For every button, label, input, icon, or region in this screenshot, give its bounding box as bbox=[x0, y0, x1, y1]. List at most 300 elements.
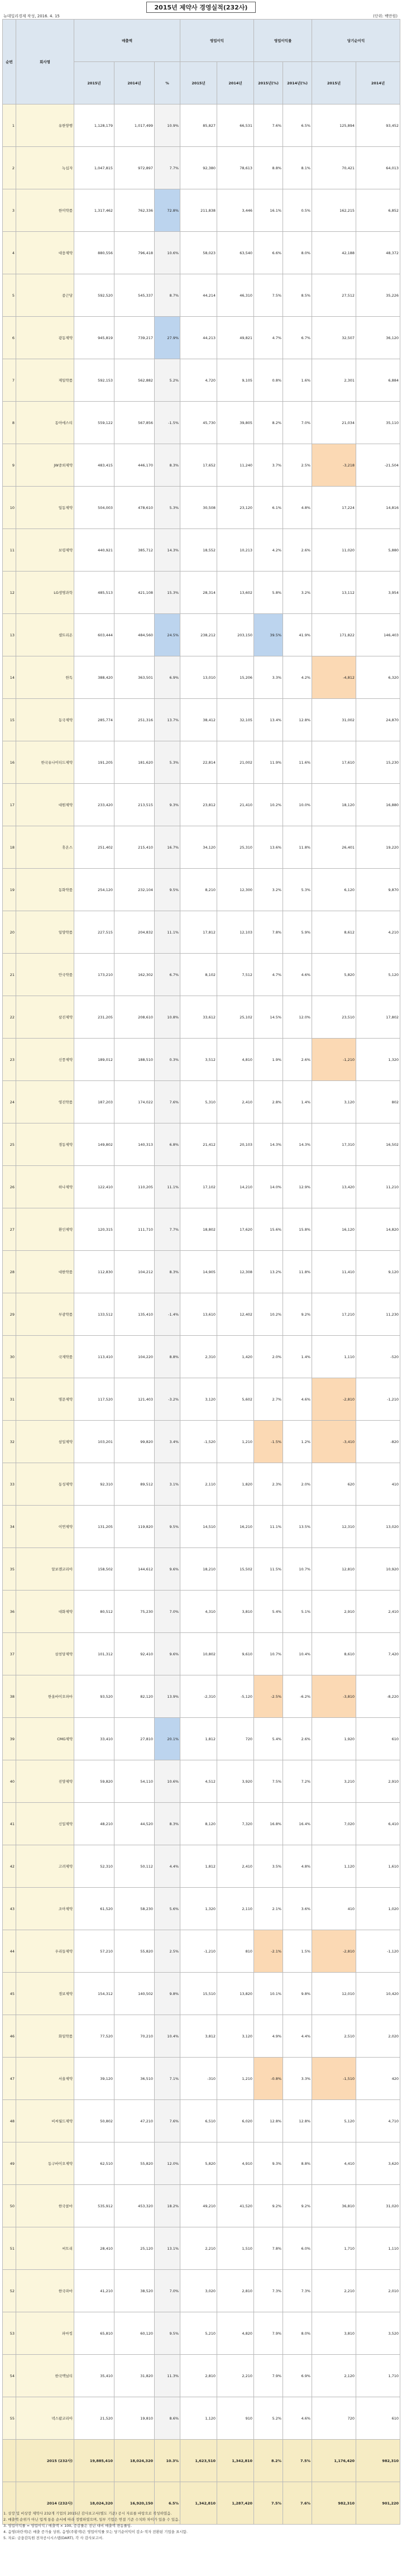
net-income-2014-cell: 901,220 bbox=[356, 2482, 400, 2525]
row-number-cell: 14 bbox=[3, 656, 16, 699]
net-income-2015-cell: 125,894 bbox=[312, 104, 356, 147]
net-income-2014-cell: 5,120 bbox=[356, 954, 400, 996]
operating-margin-2014-cell: 4.8% bbox=[283, 487, 312, 529]
revenue-2014-cell: 82,120 bbox=[114, 1675, 155, 1718]
operating-profit-2014-cell: 203,150 bbox=[217, 614, 254, 656]
net-income-2015-cell: 2,301 bbox=[312, 359, 356, 402]
revenue-growth-cell: 9.6% bbox=[155, 1633, 180, 1675]
operating-margin-2015-cell: 7.5% bbox=[254, 274, 283, 317]
net-income-2015-cell: 11,020 bbox=[312, 529, 356, 572]
net-income-2015-cell: 3,810 bbox=[312, 2312, 356, 2355]
operating-margin-2014-cell: 15.8% bbox=[283, 1208, 312, 1251]
row-number-cell: 44 bbox=[3, 1930, 16, 1973]
header-net-2014: 2014년 bbox=[356, 62, 400, 104]
table-body bbox=[3, 104, 400, 2525]
company-name-cell: 동국제약 bbox=[16, 699, 74, 741]
operating-profit-2014-cell: 1,287,420 bbox=[217, 2482, 254, 2525]
net-income-2015-cell: -1,510 bbox=[312, 2058, 356, 2100]
operating-margin-2015-cell: 7.8% bbox=[254, 911, 283, 954]
net-income-2015-cell: 16,120 bbox=[312, 1208, 356, 1251]
revenue-2015-cell: 388,420 bbox=[74, 656, 114, 699]
revenue-2014-cell: 135,410 bbox=[114, 1293, 155, 1336]
company-name-cell: 대웅제약 bbox=[16, 232, 74, 274]
table-row bbox=[3, 1888, 400, 1930]
revenue-2015-cell: 1,317,462 bbox=[74, 189, 114, 232]
revenue-2014-cell: 104,220 bbox=[114, 1336, 155, 1378]
operating-profit-2015-cell: 28,314 bbox=[180, 572, 217, 614]
operating-profit-2014-cell: 7,320 bbox=[217, 1803, 254, 1845]
company-name-cell: 2014 (232사) bbox=[16, 2482, 74, 2525]
net-income-2015-cell: 6,120 bbox=[312, 869, 356, 911]
revenue-2014-cell: 363,501 bbox=[114, 656, 155, 699]
operating-margin-2014-cell: 2.6% bbox=[283, 1718, 312, 1760]
operating-profit-2015-cell: 23,812 bbox=[180, 784, 217, 826]
operating-margin-2014-cell: 12.8% bbox=[283, 699, 312, 741]
operating-profit-2014-cell: 12,300 bbox=[217, 869, 254, 911]
revenue-2015-cell: 254,120 bbox=[74, 869, 114, 911]
operating-profit-2015-cell: 3,120 bbox=[180, 1378, 217, 1421]
operating-margin-2014-cell: 1.5% bbox=[283, 1930, 312, 1973]
operating-profit-2014-cell: 41,520 bbox=[217, 2185, 254, 2227]
revenue-2015-cell: 233,420 bbox=[74, 784, 114, 826]
revenue-2015-cell: 61,520 bbox=[74, 1888, 114, 1930]
revenue-2015-cell: 880,556 bbox=[74, 232, 114, 274]
row-number-cell: 52 bbox=[3, 2270, 16, 2312]
revenue-2015-cell: 33,410 bbox=[74, 1718, 114, 1760]
operating-profit-2015-cell: 238,212 bbox=[180, 614, 217, 656]
row-number-cell: 15 bbox=[3, 699, 16, 741]
row-number-cell: 27 bbox=[3, 1208, 16, 1251]
operating-profit-2015-cell: 44,213 bbox=[180, 317, 217, 359]
table-row bbox=[3, 614, 400, 656]
operating-profit-2014-cell: 32,105 bbox=[217, 699, 254, 741]
operating-margin-2015-cell: 13.2% bbox=[254, 1251, 283, 1293]
operating-profit-2015-cell: 49,210 bbox=[180, 2185, 217, 2227]
row-number-cell: 47 bbox=[3, 2058, 16, 2100]
operating-profit-2014-cell: 1,510 bbox=[217, 2227, 254, 2270]
operating-margin-2014-cell: 9.2% bbox=[283, 1293, 312, 1336]
row-number-cell: 21 bbox=[3, 954, 16, 996]
operating-profit-2014-cell: 13,602 bbox=[217, 572, 254, 614]
revenue-2014-cell: 111,710 bbox=[114, 1208, 155, 1251]
revenue-growth-cell: 5.2% bbox=[155, 359, 180, 402]
revenue-2014-cell: 99,820 bbox=[114, 1421, 155, 1463]
company-name-cell: 영진약품 bbox=[16, 1081, 74, 1123]
company-name-cell: 이연제약 bbox=[16, 1506, 74, 1548]
operating-profit-2014-cell: 1,820 bbox=[217, 1463, 254, 1506]
company-name-cell: 종근당 bbox=[16, 274, 74, 317]
revenue-growth-cell: 10.9% bbox=[155, 104, 180, 147]
revenue-2014-cell: 251,316 bbox=[114, 699, 155, 741]
row-number-cell: 23 bbox=[3, 1039, 16, 1081]
operating-profit-2014-cell: 15,206 bbox=[217, 656, 254, 699]
operating-profit-2015-cell: 4,720 bbox=[180, 359, 217, 402]
operating-margin-2014-cell: 9.2% bbox=[283, 2185, 312, 2227]
table-row bbox=[3, 1548, 400, 1591]
revenue-2014-cell: 44,520 bbox=[114, 1803, 155, 1845]
company-name-cell: 신풍제약 bbox=[16, 1039, 74, 1081]
table-row bbox=[3, 1591, 400, 1633]
net-income-2014-cell: 14,816 bbox=[356, 487, 400, 529]
operating-profit-2015-cell: 2,310 bbox=[180, 1336, 217, 1378]
net-income-2015-cell: 12,810 bbox=[312, 1548, 356, 1591]
revenue-2015-cell: 945,819 bbox=[74, 317, 114, 359]
company-name-cell: 보령제약 bbox=[16, 529, 74, 572]
net-income-2015-cell: 13,112 bbox=[312, 572, 356, 614]
operating-profit-2014-cell: 4,910 bbox=[217, 2142, 254, 2185]
table-row bbox=[3, 104, 400, 147]
row-number-cell: 39 bbox=[3, 1718, 16, 1760]
revenue-growth-cell: 8.3% bbox=[155, 1803, 180, 1845]
table-row bbox=[3, 1166, 400, 1208]
net-income-2014-cell: 64,013 bbox=[356, 147, 400, 189]
operating-margin-2015-cell: 1.9% bbox=[254, 1039, 283, 1081]
operating-profit-2015-cell: 8,210 bbox=[180, 869, 217, 911]
operating-margin-2015-cell: 3.3% bbox=[254, 656, 283, 699]
company-name-cell: 고려제약 bbox=[16, 1845, 74, 1888]
operating-margin-2014-cell: 4.6% bbox=[283, 1378, 312, 1421]
net-income-2015-cell: 8,612 bbox=[312, 911, 356, 954]
net-income-2014-cell: 4,710 bbox=[356, 2100, 400, 2142]
operating-margin-2015-cell: 10.7% bbox=[254, 1633, 283, 1675]
revenue-2015-cell: 485,513 bbox=[74, 572, 114, 614]
net-income-2014-cell: 14,820 bbox=[356, 1208, 400, 1251]
revenue-2015-cell: 92,310 bbox=[74, 1463, 114, 1506]
table-row bbox=[3, 1208, 400, 1251]
table-row bbox=[3, 1803, 400, 1845]
operating-margin-2015-cell: 6.6% bbox=[254, 232, 283, 274]
operating-profit-2014-cell: 810 bbox=[217, 1930, 254, 1973]
net-income-2014-cell: 35,226 bbox=[356, 274, 400, 317]
header-op-2015: 2015년 bbox=[180, 62, 217, 104]
revenue-2015-cell: 48,210 bbox=[74, 1803, 114, 1845]
operating-profit-2014-cell: 12,308 bbox=[217, 1251, 254, 1293]
operating-margin-2014-cell: 6.5% bbox=[283, 104, 312, 147]
operating-margin-2014-cell: 1.6% bbox=[283, 359, 312, 402]
row-number-cell: 1 bbox=[3, 104, 16, 147]
operating-profit-2015-cell: -310 bbox=[180, 2058, 217, 2100]
operating-profit-2014-cell: 3,920 bbox=[217, 1760, 254, 1803]
table-row bbox=[3, 189, 400, 232]
company-name-cell: 비씨월드제약 bbox=[16, 2100, 74, 2142]
net-income-2014-cell: 420 bbox=[356, 2058, 400, 2100]
row-number-cell: 19 bbox=[3, 869, 16, 911]
operating-margin-2014-cell: 9.8% bbox=[283, 1973, 312, 2015]
header-operating-margin: 영업이익률 bbox=[254, 20, 312, 62]
net-income-2014-cell: 93,452 bbox=[356, 104, 400, 147]
company-name-cell: 녹십자 bbox=[16, 147, 74, 189]
revenue-2014-cell: 421,108 bbox=[114, 572, 155, 614]
operating-margin-2015-cell: 11.9% bbox=[254, 741, 283, 784]
table-row bbox=[3, 1930, 400, 1973]
table-row bbox=[3, 1633, 400, 1675]
table-row bbox=[3, 2397, 400, 2440]
net-income-2015-cell: 7,020 bbox=[312, 1803, 356, 1845]
operating-profit-2015-cell: 2,810 bbox=[180, 2355, 217, 2397]
row-number-cell: 33 bbox=[3, 1463, 16, 1506]
operating-profit-2015-cell: 1,320 bbox=[180, 1888, 217, 1930]
net-income-2014-cell: 36,120 bbox=[356, 317, 400, 359]
revenue-2015-cell: 559,122 bbox=[74, 402, 114, 444]
footnote-line: 3. 영업이익률 = 영업이익 / 매출액 × 100, 증감률은 전년 대비 매출액 변동률임. bbox=[3, 2523, 132, 2528]
operating-profit-2014-cell: 13,820 bbox=[217, 1973, 254, 2015]
table-row bbox=[3, 1293, 400, 1336]
row-number-cell: 20 bbox=[3, 911, 16, 954]
net-income-2014-cell: 3,520 bbox=[356, 2312, 400, 2355]
revenue-2014-cell: 484,560 bbox=[114, 614, 155, 656]
operating-margin-2015-cell: 8.8% bbox=[254, 147, 283, 189]
operating-margin-2014-cell: 11.8% bbox=[283, 826, 312, 869]
operating-profit-2015-cell: 13,010 bbox=[180, 656, 217, 699]
net-income-2015-cell: 1,110 bbox=[312, 1336, 356, 1378]
company-name-cell: 씨트리 bbox=[16, 2227, 74, 2270]
operating-margin-2014-cell: 2.5% bbox=[283, 444, 312, 487]
operating-profit-2015-cell: 10,802 bbox=[180, 1633, 217, 1675]
page-title: 2015년 제약사 경영실적(232사) bbox=[146, 2, 256, 13]
net-income-2015-cell: 620 bbox=[312, 1463, 356, 1506]
unit-label: (단위: 백만원) bbox=[373, 14, 398, 18]
operating-profit-2014-cell: 2,810 bbox=[217, 2270, 254, 2312]
company-name-cell: 파마킹 bbox=[16, 2312, 74, 2355]
table-row bbox=[3, 2227, 400, 2270]
operating-profit-2015-cell: 13,610 bbox=[180, 1293, 217, 1336]
operating-profit-2015-cell: 3,020 bbox=[180, 2270, 217, 2312]
footnote-line: 4. 음영(파란색)은 매출 증가율 상위, 음영(주황색)은 영업이익률 또는 당기순이익이 감소·적자 전환된 기업을 표시함. bbox=[3, 2530, 188, 2534]
row-number-cell: 11 bbox=[3, 529, 16, 572]
revenue-2015-cell: 57,210 bbox=[74, 1930, 114, 1973]
footnotes bbox=[3, 2511, 399, 2541]
operating-margin-2015-cell: 3.7% bbox=[254, 444, 283, 487]
net-income-2014-cell: 2,010 bbox=[356, 2270, 400, 2312]
company-name-cell: 삼진제약 bbox=[16, 996, 74, 1039]
row-number-cell: 13 bbox=[3, 614, 16, 656]
operating-profit-2014-cell: 720 bbox=[217, 1718, 254, 1760]
row-number-cell: 28 bbox=[3, 1251, 16, 1293]
operating-profit-2014-cell: 20,103 bbox=[217, 1123, 254, 1166]
table-row bbox=[3, 1506, 400, 1548]
operating-profit-2014-cell: 1,342,810 bbox=[217, 2440, 254, 2482]
operating-margin-2014-cell: 1.2% bbox=[283, 1421, 312, 1463]
operating-margin-2014-cell: 5.3% bbox=[283, 869, 312, 911]
operating-margin-2014-cell: 8.0% bbox=[283, 2312, 312, 2355]
net-income-2014-cell: 5,880 bbox=[356, 529, 400, 572]
table-row bbox=[3, 572, 400, 614]
operating-profit-2015-cell: 8,102 bbox=[180, 954, 217, 996]
row-number-cell: 50 bbox=[3, 2185, 16, 2227]
row-number-cell: 8 bbox=[3, 402, 16, 444]
operating-margin-2014-cell: 3.3% bbox=[283, 2058, 312, 2100]
revenue-2014-cell: 453,320 bbox=[114, 2185, 155, 2227]
operating-margin-2014-cell: 12.0% bbox=[283, 996, 312, 1039]
net-income-2014-cell: 802 bbox=[356, 1081, 400, 1123]
operating-profit-2015-cell: 15,510 bbox=[180, 1973, 217, 2015]
company-name-cell: 대한약품 bbox=[16, 1251, 74, 1293]
revenue-2014-cell: 31,820 bbox=[114, 2355, 155, 2397]
revenue-growth-cell: 5.3% bbox=[155, 741, 180, 784]
company-name-cell: 화일약품 bbox=[16, 2015, 74, 2058]
net-income-2015-cell: 171,822 bbox=[312, 614, 356, 656]
operating-profit-2014-cell: 2,210 bbox=[217, 2355, 254, 2397]
net-income-2014-cell: 4,210 bbox=[356, 911, 400, 954]
table-row bbox=[3, 784, 400, 826]
revenue-2015-cell: 231,205 bbox=[74, 996, 114, 1039]
net-income-2015-cell: 31,002 bbox=[312, 699, 356, 741]
revenue-2014-cell: 89,512 bbox=[114, 1463, 155, 1506]
company-name-cell: CMG제약 bbox=[16, 1718, 74, 1760]
company-name-cell: 경보제약 bbox=[16, 1973, 74, 2015]
revenue-2015-cell: 59,820 bbox=[74, 1760, 114, 1803]
table-row bbox=[3, 1336, 400, 1378]
table-row bbox=[3, 444, 400, 487]
revenue-growth-cell: 24.5% bbox=[155, 614, 180, 656]
revenue-growth-cell: 72.8% bbox=[155, 189, 180, 232]
row-number-cell: 5 bbox=[3, 274, 16, 317]
revenue-growth-cell: 7.6% bbox=[155, 2100, 180, 2142]
operating-profit-2014-cell: 63,540 bbox=[217, 232, 254, 274]
company-name-cell: 삼일제약 bbox=[16, 1421, 74, 1463]
operating-profit-2014-cell: 23,120 bbox=[217, 487, 254, 529]
operating-margin-2015-cell: -2.1% bbox=[254, 1930, 283, 1973]
operating-margin-2014-cell: 8.8% bbox=[283, 2142, 312, 2185]
header-margin-2014: 2014년(%) bbox=[283, 62, 312, 104]
net-income-2014-cell: 2,410 bbox=[356, 1591, 400, 1633]
operating-margin-2014-cell: 0.5% bbox=[283, 189, 312, 232]
net-income-2015-cell: -2,810 bbox=[312, 1378, 356, 1421]
operating-margin-2015-cell: 10.1% bbox=[254, 1973, 283, 2015]
company-name-cell: 동구바이오제약 bbox=[16, 2142, 74, 2185]
revenue-growth-cell: 4.4% bbox=[155, 1845, 180, 1888]
table-header bbox=[3, 20, 400, 104]
company-name-cell: 대원제약 bbox=[16, 784, 74, 826]
revenue-2014-cell: 38,520 bbox=[114, 2270, 155, 2312]
revenue-growth-cell: 8.6% bbox=[155, 2397, 180, 2440]
revenue-2014-cell: 385,712 bbox=[114, 529, 155, 572]
table-row bbox=[3, 741, 400, 784]
company-name-cell: 조아제약 bbox=[16, 1888, 74, 1930]
net-income-2015-cell: 21,034 bbox=[312, 402, 356, 444]
revenue-2014-cell: 162,302 bbox=[114, 954, 155, 996]
header-company: 회사명 bbox=[16, 20, 74, 104]
operating-profit-2014-cell: 16,210 bbox=[217, 1506, 254, 1548]
operating-profit-2015-cell: 38,412 bbox=[180, 699, 217, 741]
revenue-2014-cell: 174,022 bbox=[114, 1081, 155, 1123]
row-number-cell: 54 bbox=[3, 2355, 16, 2397]
net-income-2015-cell: -3,218 bbox=[312, 444, 356, 487]
operating-margin-2015-cell: 10.2% bbox=[254, 1293, 283, 1336]
net-income-2014-cell: 3,620 bbox=[356, 2142, 400, 2185]
revenue-growth-cell: 5.6% bbox=[155, 1888, 180, 1930]
net-income-2014-cell: -8,220 bbox=[356, 1675, 400, 1718]
revenue-2014-cell: 18,024,320 bbox=[114, 2440, 155, 2482]
operating-profit-2014-cell: 9,105 bbox=[217, 359, 254, 402]
net-income-2015-cell: 1,176,420 bbox=[312, 2440, 356, 2482]
header-no: 순번 bbox=[3, 20, 16, 104]
company-name-cell: 한국콜마 bbox=[16, 2185, 74, 2227]
revenue-growth-cell: 12.0% bbox=[155, 2142, 180, 2185]
net-income-2014-cell: 16,502 bbox=[356, 1123, 400, 1166]
revenue-2015-cell: 122,410 bbox=[74, 1166, 114, 1208]
net-income-2014-cell: 982,310 bbox=[356, 2440, 400, 2482]
header-revenue-growth: % bbox=[155, 62, 180, 104]
operating-margin-2015-cell: 2.0% bbox=[254, 1336, 283, 1378]
net-income-2014-cell: 1,110 bbox=[356, 2227, 400, 2270]
net-income-2014-cell: 10,420 bbox=[356, 1973, 400, 2015]
row-number-cell bbox=[3, 2440, 16, 2482]
operating-profit-2015-cell: 2,110 bbox=[180, 1463, 217, 1506]
revenue-growth-cell: -1.5% bbox=[155, 402, 180, 444]
operating-profit-2014-cell: 4,810 bbox=[217, 1039, 254, 1081]
revenue-2014-cell: 232,104 bbox=[114, 869, 155, 911]
revenue-2014-cell: 188,510 bbox=[114, 1039, 155, 1081]
table-row bbox=[3, 911, 400, 954]
revenue-growth-cell: 10.6% bbox=[155, 1760, 180, 1803]
net-income-2015-cell: 410 bbox=[312, 1888, 356, 1930]
operating-margin-2014-cell: 12.8% bbox=[283, 2100, 312, 2142]
table-row bbox=[3, 2058, 400, 2100]
operating-profit-2014-cell: 11,240 bbox=[217, 444, 254, 487]
net-income-2015-cell: -3,810 bbox=[312, 1675, 356, 1718]
table-row bbox=[3, 402, 400, 444]
operating-margin-2015-cell: 14.3% bbox=[254, 1123, 283, 1166]
revenue-2015-cell: 77,520 bbox=[74, 2015, 114, 2058]
operating-profit-2014-cell: 46,310 bbox=[217, 274, 254, 317]
operating-margin-2015-cell: 5.8% bbox=[254, 572, 283, 614]
row-number-cell: 37 bbox=[3, 1633, 16, 1675]
revenue-growth-cell: 15.3% bbox=[155, 572, 180, 614]
operating-profit-2015-cell: 21,412 bbox=[180, 1123, 217, 1166]
revenue-growth-cell: 8.8% bbox=[155, 1336, 180, 1378]
table-row bbox=[3, 529, 400, 572]
footnote-line: 5. 자료: 금융감독원 전자공시시스템(DART), 각 사 감사보고서. bbox=[3, 2536, 104, 2540]
net-income-2015-cell: 4,410 bbox=[312, 2142, 356, 2185]
operating-profit-2014-cell: 10,213 bbox=[217, 529, 254, 572]
operating-margin-2015-cell: -1.5% bbox=[254, 1421, 283, 1463]
operating-profit-2014-cell: 14,210 bbox=[217, 1166, 254, 1208]
operating-profit-2014-cell: 2,410 bbox=[217, 1845, 254, 1888]
source-line: 뉴데일리경제 작성, 2016. 4. 15 bbox=[3, 14, 60, 18]
operating-profit-2014-cell: 21,002 bbox=[217, 741, 254, 784]
table-row bbox=[3, 1421, 400, 1463]
net-income-2015-cell: 70,421 bbox=[312, 147, 356, 189]
operating-profit-2014-cell: 2,410 bbox=[217, 1081, 254, 1123]
financial-table bbox=[2, 19, 400, 2525]
revenue-2014-cell: 144,612 bbox=[114, 1548, 155, 1591]
revenue-growth-cell: 7.6% bbox=[155, 1081, 180, 1123]
net-income-2015-cell: -3,410 bbox=[312, 1421, 356, 1463]
operating-margin-2014-cell: 10.0% bbox=[283, 784, 312, 826]
operating-profit-2015-cell: 58,023 bbox=[180, 232, 217, 274]
net-income-2014-cell: 24,870 bbox=[356, 699, 400, 741]
footnote-line: 1. 상장 및 비상장 제약사 232개 기업의 2015년 감사보고서(별도 기준) 공시 자료를 바탕으로 작성하였음. bbox=[3, 2511, 172, 2516]
company-name-cell: 동아에스티 bbox=[16, 402, 74, 444]
revenue-growth-cell: 9.6% bbox=[155, 1548, 180, 1591]
table-row bbox=[3, 826, 400, 869]
net-income-2015-cell: 17,210 bbox=[312, 1293, 356, 1336]
net-income-2014-cell: 7,420 bbox=[356, 1633, 400, 1675]
operating-margin-2014-cell: 4.2% bbox=[283, 656, 312, 699]
net-income-2014-cell: 13,020 bbox=[356, 1506, 400, 1548]
revenue-2015-cell: 50,802 bbox=[74, 2100, 114, 2142]
operating-profit-2015-cell: 44,214 bbox=[180, 274, 217, 317]
revenue-2014-cell: 545,337 bbox=[114, 274, 155, 317]
revenue-2014-cell: 121,403 bbox=[114, 1378, 155, 1421]
revenue-2015-cell: 504,003 bbox=[74, 487, 114, 529]
revenue-growth-cell: 9.8% bbox=[155, 1973, 180, 2015]
operating-margin-2015-cell: 15.6% bbox=[254, 1208, 283, 1251]
revenue-growth-cell: 10.3% bbox=[155, 2440, 180, 2482]
table-row bbox=[3, 317, 400, 359]
company-name-cell: 유한양행 bbox=[16, 104, 74, 147]
